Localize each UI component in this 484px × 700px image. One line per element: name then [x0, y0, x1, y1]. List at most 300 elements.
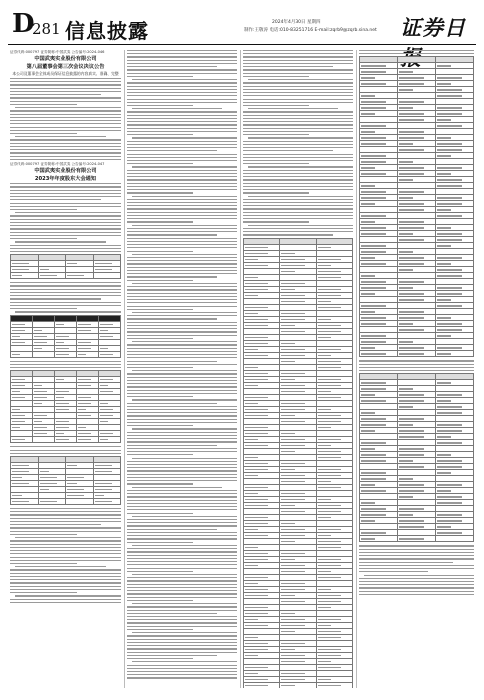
text-line	[127, 613, 217, 614]
cell-text	[281, 649, 294, 650]
text-line	[127, 610, 237, 611]
cell-text	[78, 427, 86, 428]
cell-text	[437, 209, 451, 210]
cell-text	[34, 391, 47, 392]
cell-text	[399, 329, 424, 330]
cell-text	[437, 269, 462, 270]
text-line	[10, 156, 121, 157]
column-divider	[124, 50, 125, 688]
cell-text	[245, 685, 268, 686]
text-line	[127, 509, 237, 510]
text-line	[127, 454, 193, 455]
cell-text	[12, 427, 20, 428]
cell-text	[12, 354, 20, 355]
cell-text	[281, 409, 304, 410]
cell-text	[361, 460, 386, 461]
text-line	[127, 351, 237, 352]
text-line	[10, 508, 121, 509]
text-line	[10, 78, 121, 79]
cell-text	[56, 354, 69, 355]
cell-text	[56, 336, 69, 337]
cell-text	[318, 547, 341, 548]
body-text-block	[10, 282, 121, 312]
cell-text	[318, 277, 341, 278]
cell-text	[281, 319, 304, 320]
cell-text	[281, 619, 304, 620]
cell-text	[12, 263, 29, 264]
cell-text	[399, 131, 424, 132]
cell-text	[245, 409, 268, 410]
text-line	[243, 150, 333, 151]
text-line	[10, 206, 121, 207]
text-line	[127, 306, 237, 307]
cell-text	[245, 307, 268, 308]
text-line	[127, 82, 237, 83]
cell-text	[361, 65, 386, 66]
cell-text	[56, 348, 69, 349]
text-line	[132, 399, 237, 400]
cell-text	[281, 505, 294, 506]
text-line	[132, 166, 237, 167]
text-line	[10, 292, 121, 293]
cell-text	[399, 77, 424, 78]
text-line	[127, 344, 237, 345]
text-line	[127, 228, 237, 229]
cell-text	[437, 233, 462, 234]
cell-text	[399, 251, 413, 252]
text-line	[10, 190, 121, 191]
text-line	[127, 69, 237, 70]
cell-text	[318, 481, 331, 482]
text-line	[243, 163, 309, 164]
text-line	[132, 137, 237, 138]
cell-text	[56, 391, 69, 392]
cell-text	[245, 427, 268, 428]
cell-text	[361, 520, 375, 521]
cell-text	[245, 625, 268, 626]
cell-text	[100, 348, 108, 349]
cell-text	[437, 125, 462, 126]
text-line	[10, 579, 121, 580]
cell-text	[361, 400, 386, 401]
text-line	[132, 545, 237, 546]
text-line	[10, 110, 121, 111]
text-line	[15, 107, 121, 108]
text-line	[127, 95, 237, 96]
table-cell	[398, 536, 436, 542]
cell-text	[67, 489, 84, 490]
body-text-block	[127, 50, 237, 679]
text-line	[127, 493, 237, 494]
cell-text	[281, 415, 294, 416]
text-line	[127, 154, 237, 155]
text-line	[243, 199, 353, 200]
text-line	[127, 199, 237, 200]
text-line	[243, 202, 353, 203]
cell-text	[437, 382, 451, 383]
cell-text	[437, 454, 451, 455]
text-line	[243, 92, 353, 93]
text-line	[127, 629, 193, 630]
cell-text	[56, 421, 69, 422]
text-line	[127, 56, 237, 57]
cell-text	[399, 257, 424, 258]
text-line	[127, 244, 237, 245]
cell-text	[361, 131, 375, 132]
text-line	[10, 123, 121, 124]
text-line	[127, 448, 237, 449]
cell-text	[437, 119, 451, 120]
cell-text	[245, 379, 268, 380]
cell-text	[281, 679, 304, 680]
text-line	[10, 560, 121, 561]
cell-text	[361, 167, 375, 168]
text-line	[243, 76, 309, 77]
section-title: 信息披露	[65, 19, 149, 43]
text-line	[127, 231, 237, 232]
cell-text	[361, 155, 386, 156]
cell-text	[399, 137, 424, 138]
cell-text	[361, 251, 386, 252]
notice-code-line: 证券代码:000797 证券简称:中国武夷 公告编号:2024-046	[10, 50, 105, 54]
text-line	[127, 622, 237, 623]
cell-text	[281, 355, 304, 356]
text-line	[10, 84, 121, 85]
text-line	[10, 225, 121, 226]
text-line	[127, 315, 237, 316]
text-line	[243, 99, 353, 100]
cell-text	[281, 313, 304, 314]
cell-text	[361, 221, 375, 222]
text-line	[127, 247, 237, 248]
cell-text	[361, 448, 375, 449]
text-line	[359, 594, 474, 595]
cell-text	[281, 685, 294, 686]
cell-text	[245, 433, 268, 434]
text-line	[127, 519, 237, 520]
cell-text	[361, 430, 375, 431]
cell-text	[245, 589, 268, 590]
cell-text	[437, 490, 451, 491]
cell-text	[100, 336, 113, 337]
text-line	[243, 212, 353, 213]
cell-text	[318, 655, 341, 656]
text-line	[10, 450, 121, 451]
cell-text	[318, 367, 341, 368]
cell-text	[399, 323, 413, 324]
column-4	[359, 50, 474, 688]
cell-text	[67, 275, 84, 276]
cell-text	[281, 301, 304, 302]
text-line	[248, 196, 353, 197]
cell-text	[78, 379, 91, 380]
text-line	[243, 60, 353, 61]
cell-text	[245, 463, 268, 464]
text-line	[127, 173, 237, 174]
text-line	[127, 99, 237, 100]
text-line	[10, 518, 121, 519]
cell-text	[361, 317, 386, 318]
cell-text	[399, 454, 424, 455]
text-line	[10, 117, 121, 118]
data-table	[10, 456, 121, 505]
text-line	[127, 542, 193, 543]
cell-text	[245, 469, 268, 470]
cell-text	[281, 529, 304, 530]
text-line	[127, 383, 237, 384]
cell-text	[318, 529, 341, 530]
cell-text	[399, 209, 424, 210]
text-line	[127, 208, 237, 209]
text-line	[127, 593, 237, 594]
cell-text	[281, 403, 304, 404]
text-line	[359, 552, 474, 553]
cell-text	[361, 203, 375, 204]
text-line	[127, 289, 237, 290]
column-divider	[356, 50, 357, 688]
text-line	[127, 451, 237, 452]
table-row	[11, 437, 121, 443]
cell-text	[437, 514, 462, 515]
cell-text	[245, 265, 268, 266]
cell-text	[318, 427, 331, 428]
text-line	[10, 219, 121, 220]
cell-text	[245, 325, 268, 326]
text-line	[127, 325, 237, 326]
text-line	[132, 341, 237, 342]
cell-text	[281, 385, 304, 386]
cell-text	[399, 263, 424, 264]
cell-text	[437, 263, 451, 264]
text-line	[127, 299, 237, 300]
cell-text	[318, 325, 341, 326]
cell-text	[399, 287, 413, 288]
text-line	[127, 461, 237, 462]
text-line	[127, 564, 237, 565]
table-cell	[93, 499, 121, 505]
text-line	[127, 470, 237, 471]
text-line	[243, 173, 353, 174]
text-line	[359, 367, 474, 368]
cell-text	[100, 421, 108, 422]
cell-text	[399, 526, 424, 527]
text-line	[127, 293, 237, 294]
cell-text	[245, 457, 258, 458]
cell-text	[281, 331, 304, 332]
cell-text	[40, 269, 50, 270]
text-line	[127, 597, 237, 598]
cell-text	[361, 532, 386, 533]
cell-text	[318, 307, 341, 308]
cell-text	[281, 295, 304, 296]
text-line	[127, 335, 237, 336]
cell-text	[245, 289, 268, 290]
text-line	[127, 270, 237, 271]
text-line	[10, 282, 121, 283]
cell-text	[34, 342, 47, 343]
cell-text	[399, 400, 424, 401]
text-line	[127, 176, 237, 177]
cell-text	[399, 311, 424, 312]
cell-text	[361, 101, 386, 102]
cell-text	[281, 265, 304, 266]
cell-text	[245, 283, 268, 284]
cell-text	[95, 489, 112, 490]
text-line	[10, 521, 121, 522]
notice-company: 中国武夷实业股份有限公司	[34, 168, 97, 175]
cell-text	[281, 481, 304, 482]
cell-text	[245, 259, 258, 260]
text-line	[127, 273, 237, 274]
text-line	[243, 50, 353, 51]
text-line	[127, 238, 237, 239]
cell-text	[318, 667, 341, 668]
text-line	[243, 215, 353, 216]
cell-text	[281, 391, 304, 392]
text-line	[132, 196, 237, 197]
text-line	[10, 159, 121, 160]
text-line	[127, 445, 217, 446]
cell-text	[100, 409, 113, 410]
text-line	[127, 212, 237, 213]
cell-text	[318, 625, 331, 626]
text-line	[127, 115, 237, 116]
text-line	[243, 86, 353, 87]
text-line	[127, 396, 193, 397]
text-line	[127, 506, 237, 507]
text-line	[243, 176, 353, 177]
text-line	[359, 591, 474, 592]
cell-text	[245, 415, 268, 416]
cell-text	[95, 269, 112, 270]
cell-text	[318, 409, 331, 410]
cell-text	[318, 301, 331, 302]
text-line	[132, 487, 222, 488]
text-line	[127, 480, 237, 481]
cell-text	[245, 529, 258, 530]
notice-title: 2023年年度股东大会通知	[34, 175, 97, 182]
text-line	[243, 221, 309, 222]
table-cell	[398, 351, 436, 357]
table-cell	[66, 499, 94, 505]
table-cell	[55, 437, 77, 443]
cell-text	[56, 409, 69, 410]
data-table	[10, 315, 121, 358]
cell-text	[437, 185, 462, 186]
cell-text	[34, 336, 47, 337]
cell-text	[78, 433, 91, 434]
cell-text	[318, 577, 341, 578]
body-text-block	[359, 50, 474, 54]
cell-text	[437, 293, 462, 294]
cell-text	[318, 469, 341, 470]
text-line	[127, 354, 237, 355]
cell-text	[361, 245, 386, 246]
text-line	[10, 308, 77, 309]
body-text-block	[10, 446, 121, 454]
text-line	[10, 602, 121, 603]
text-line	[243, 179, 353, 180]
text-line	[127, 525, 237, 526]
cell-text	[361, 382, 386, 383]
text-line	[127, 377, 237, 378]
cell-text	[399, 430, 424, 431]
text-line	[15, 537, 121, 538]
cell-text	[361, 257, 375, 258]
cell-text	[245, 667, 268, 668]
text-line	[359, 571, 428, 572]
cell-text	[40, 501, 57, 502]
text-line	[243, 218, 353, 219]
cell-text	[437, 287, 462, 288]
text-line	[10, 550, 121, 551]
text-line	[248, 108, 338, 109]
text-line	[127, 587, 237, 588]
cell-text	[437, 179, 462, 180]
cell-text	[318, 511, 341, 512]
text-line	[127, 50, 237, 51]
text-line	[243, 134, 309, 135]
text-line	[127, 124, 237, 125]
text-line	[10, 524, 101, 525]
cell-text	[245, 553, 268, 554]
page-number: 281	[32, 20, 61, 38]
text-line	[10, 183, 121, 184]
text-line	[127, 364, 237, 365]
cell-text	[40, 489, 50, 490]
cell-text	[281, 289, 294, 290]
cell-text	[78, 409, 86, 410]
text-line	[243, 82, 353, 83]
cell-text	[361, 341, 386, 342]
text-line	[10, 149, 121, 150]
cell-text	[281, 499, 304, 500]
text-line	[132, 516, 237, 517]
cell-text	[399, 496, 413, 497]
cell-text	[318, 319, 331, 320]
text-line	[127, 276, 217, 277]
cell-text	[100, 385, 108, 386]
table-cell	[436, 536, 474, 542]
cell-text	[437, 155, 451, 156]
text-line	[243, 69, 353, 70]
data-table	[10, 370, 121, 443]
text-line	[127, 645, 237, 646]
cell-text	[399, 478, 413, 479]
cell-text	[281, 361, 294, 362]
cell-text	[245, 505, 268, 506]
cell-text	[361, 490, 386, 491]
text-line	[127, 677, 237, 678]
cell-text	[399, 119, 424, 120]
cell-text	[34, 403, 42, 404]
text-line	[243, 73, 353, 74]
cell-text	[281, 445, 304, 446]
text-line	[10, 97, 121, 98]
cell-text	[56, 427, 69, 428]
column-1	[10, 50, 121, 688]
cell-text	[281, 373, 304, 374]
text-line	[127, 186, 237, 187]
text-line	[10, 446, 121, 447]
masthead-rule	[8, 44, 476, 45]
cell-text	[437, 275, 462, 276]
cell-text	[95, 465, 112, 466]
text-line	[243, 115, 353, 116]
text-line	[359, 50, 474, 51]
cell-text	[34, 385, 42, 386]
cell-text	[12, 495, 22, 496]
